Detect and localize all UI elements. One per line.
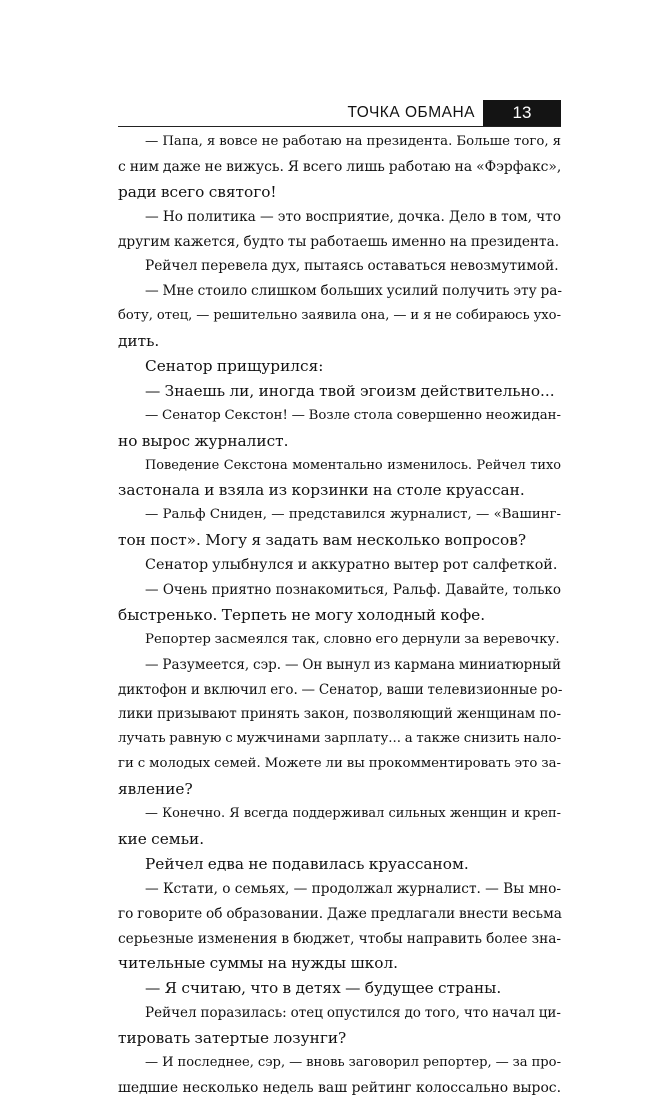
text-line: — Знаешь ли, иногда твой эгоизм действительно... <box>145 381 555 400</box>
text-line: — И последнее, сэр, — вновь заговорил репортер, — за про- <box>145 1054 561 1070</box>
text-line: чительные суммы на нужды школ. <box>118 954 399 973</box>
page-number: 13 <box>512 103 532 122</box>
text-line: Рейчел перевела дух, пытаясь оставаться невозмутимой. <box>145 258 559 275</box>
text-line: Сенатор прищурился: <box>145 357 324 376</box>
text-line: кие семьи. <box>118 829 205 848</box>
text-line: — Папа, я вовсе не работаю на президента. Больше того, я <box>145 134 561 149</box>
text-line: серьезные изменения в бюджет, чтобы направить более зна- <box>118 930 561 947</box>
header-rule <box>118 126 561 127</box>
text-line: ради всего святого! <box>118 182 277 201</box>
text-line: лучать равную с мужчинами зарплату... а также снизить нало- <box>118 731 562 747</box>
text-line: с ним даже не вижусь. Я всего лишь работаю на «Фэрфакс», <box>118 158 562 175</box>
text-line: — Ральф Сниден, — представился журналист, — «Вашинг- <box>145 507 561 523</box>
running-title: ТОЧКА ОБМАНА <box>347 104 475 121</box>
text-line: быстренько. Терпеть не могу холодный кофе. <box>118 605 486 624</box>
body-text <box>118 130 561 1101</box>
text-line: другим кажется, будто ты работаешь именно на президента. <box>118 233 560 250</box>
text-line: явление? <box>118 780 193 799</box>
text-line: — Кстати, о семьях, — продолжал журналист. — Вы мно- <box>145 880 561 897</box>
text-line: — Но политика — это восприятие, дочка. Дело в том, что <box>145 208 561 225</box>
text-line: Рейчел едва не подавилась круассаном. <box>145 854 469 873</box>
text-line: Поведение Секстона моментально изменилось. Рейчел тихо <box>145 457 561 473</box>
text-line: тировать затертые лозунги? <box>118 1029 347 1048</box>
text-line: тон пост». Могу я задать вам несколько вопросов? <box>118 531 527 550</box>
running-header <box>118 100 561 128</box>
text-line: го говорите об образовании. Даже предлагали внести весьма <box>118 905 562 922</box>
text-line: шедшие несколько недель ваш рейтинг колоссально вырос. <box>118 1079 561 1096</box>
text-line: — Конечно. Я всегда поддерживал сильных женщин и креп- <box>145 806 561 822</box>
text-line: — Мне стоило слишком больших усилий получить эту ра- <box>145 283 563 300</box>
text-line: дить. <box>118 332 160 351</box>
text-line: диктофон и включил его. — Сенатор, ваши телевизионные ро- <box>118 681 563 698</box>
text-line: Сенатор улыбнулся и аккуратно вытер рот салфеткой. <box>145 557 558 574</box>
text-line: Рейчел поразилась: отец опустился до того, что начал ци- <box>145 1005 561 1022</box>
text-line: — Очень приятно познакомиться, Ральф. Давайте, только <box>145 582 561 599</box>
text-line: но вырос журналист. <box>118 431 289 450</box>
text-line: боту, отец, — решительно заявила она, — и я не собираюсь ухо- <box>118 308 561 324</box>
text-line: лики призывают принять закон, позволяющий женщинам по- <box>118 706 561 723</box>
text-line: — Разумеется, сэр. — Он вынул из кармана миниатюрный <box>145 656 561 673</box>
text-line: ги с молодых семей. Можете ли вы прокомментировать это за- <box>118 756 561 772</box>
text-line: — Я считаю, что в детях — будущее страны. <box>145 979 502 998</box>
text-line: застонала и взяла из корзинки на столе круассан. <box>118 481 525 500</box>
text-line: Репортер засмеялся так, словно его дернули за веревочку. <box>145 631 560 647</box>
text-line: — Сенатор Секстон! — Возле стола совершенно неожидан- <box>145 407 561 423</box>
page-number-box <box>483 100 561 126</box>
